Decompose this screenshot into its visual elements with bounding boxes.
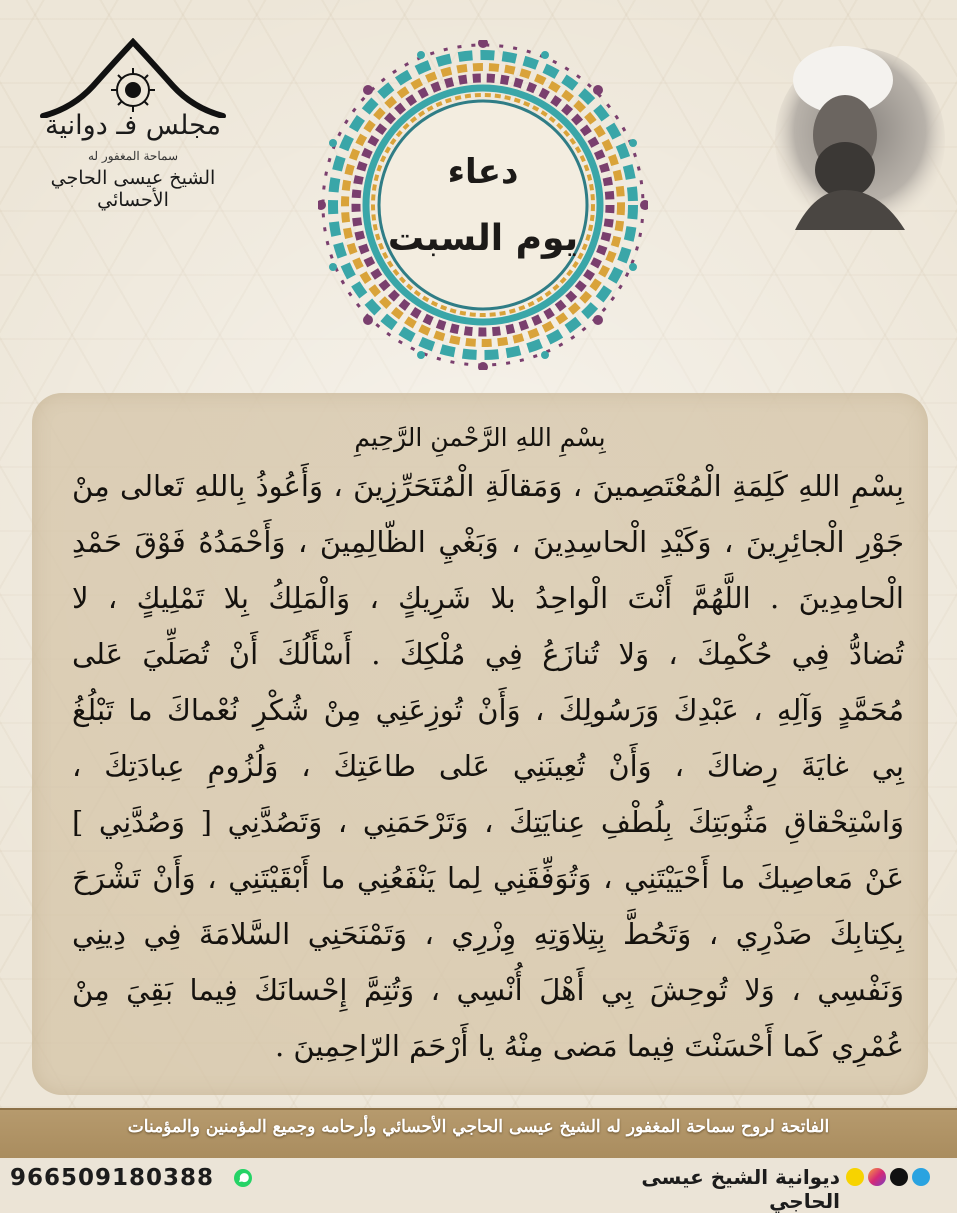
prayer-line: بِسْمِ اللهِ كَلِمَةِ الْمُعْتَصِمينَ ، وَمَقالَةِ الْمُتَحَرِّزِينَ ، وَأَعُوذُ بِاللهِ تَعالى مِنْ — [72, 469, 904, 503]
prayer-text-panel — [32, 393, 928, 1095]
diwan-account-name: ديوانية الشيخ عيسى الحاجي — [641, 1165, 840, 1213]
whatsapp-icon[interactable] — [233, 1168, 253, 1188]
phone-number[interactable]: 966509180388 — [10, 1165, 215, 1191]
prayer-line: مُحَمَّدٍ وَآلِهِ ، عَبْدِكَ وَرَسُولِكَ ، وَأَنْ تُوزِعَنِي مِنْ شُكْرِ نُعْماكَ ما تَبْلُغُ — [72, 693, 904, 727]
dome-emblem-icon — [33, 38, 233, 118]
prayer-line: وَنَفْسِي ، وَلا تُوحِشَ بِي أَهْلَ أُنْسِي ، وَتُتِمَّ إِحْسانَكَ فِيما بَقِيَ مِنْ — [72, 973, 904, 1007]
diwan-logo — [18, 38, 248, 218]
snapchat-icon[interactable] — [846, 1168, 864, 1186]
sheikh-portrait — [775, 40, 945, 230]
prayer-line: الْحامِدِينَ . اللَّهُمَّ أَنْتَ الْواحِدُ بلا شَرِيكٍ ، وَالْمَلِكُ بِلا تَمْلِيكٍ ، لا — [72, 581, 904, 615]
prayer-line: تُضادُّ فِي حُكْمِكَ ، وَلا تُنازَعُ فِي مُلْكِكَ . أَسْأَلُكَ أَنْ تُصَلِّيَ عَلى — [72, 637, 904, 671]
telegram-icon[interactable] — [912, 1168, 930, 1186]
prayer-line: عَنْ مَعاصِيكَ ما أَحْيَيْتَنِي ، وَتُوَفِّقَنِي لِما يَنْفَعُنِي ما أَبْقَيْتَنِي ، وَأَنْ تَشْرَحَ — [72, 861, 904, 895]
title-line-dua: دعاء — [447, 152, 519, 192]
prayer-line: جَوْرِ الْجائِرِينَ ، وَكَيْدِ الْحاسِدِينَ ، وَبَغْيِ الظّالِمِينَ ، وَأَحْمَدُهُ فَوْقَ حَمْدِ — [72, 525, 904, 559]
logo-sheikh-name: الشيخ عيسى الحاجي الأحسائي — [50, 167, 216, 211]
prayer-line: بِي غايَةَ رِضاكَ ، وَأَنْ تُعِينَنِي عَلى طاعَتِكَ ، وَلُزُومِ عِبادَتِكَ ، — [72, 749, 904, 783]
instagram-icon[interactable] — [868, 1168, 886, 1186]
logo-subtitle: سماحة المغفور له — [88, 149, 178, 163]
floral-medallion-icon — [318, 40, 648, 370]
basmala: بِسْمِ اللهِ الرَّحْمنِ الرَّحِيمِ — [354, 423, 606, 452]
social-icons — [846, 1168, 930, 1186]
footer-dedication: الفاتحة لروح سماحة المغفور له الشيخ عيسى الحاجي الأحسائي وأرحامه وجميع المؤمنين والمؤمنات — [127, 1117, 830, 1137]
prayer-line: بِكِتابِكَ صَدْرِي ، وَتَحُطَّ بِتِلاوَتِهِ وِزْرِي ، وَتَمْنَحَنِي السَّلامَةَ فِي دِينِي — [72, 917, 904, 951]
x-icon[interactable] — [890, 1168, 908, 1186]
prayer-line: وَاسْتِحْقاقِ مَثُوبَتِكَ بِلُطْفِ عِنايَتِكَ ، وَتَرْحَمَنِي ، وَتَصُدَّنِي [ وَصُدَّنِي ] — [72, 805, 904, 839]
title-line-day: يوم السبت — [387, 218, 579, 259]
title-medallion — [318, 40, 648, 370]
prayer-line: عُمْرِي كَما أَحْسَنْتَ فِيما مَضى مِنْهُ يا أَرْحَمَ الرّاحِمِينَ . — [274, 1029, 904, 1063]
logo-title: مجلس فـ دوانية — [45, 110, 221, 141]
